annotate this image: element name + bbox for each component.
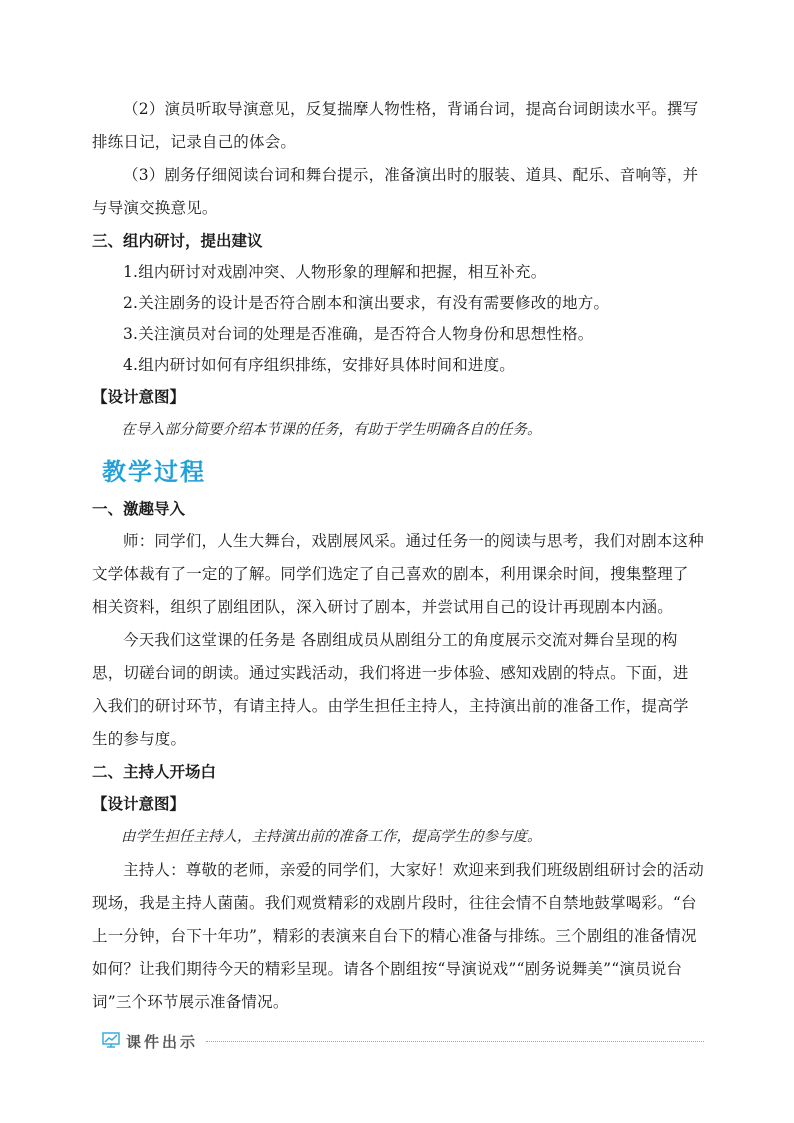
list-item: 2.关注剧务的设计是否符合剧本和演出要求，有没有需要修改的地方。	[123, 294, 610, 312]
design-intent-text: 在导入部分简要介绍本节课的任务，有助于学生明确各自的任务。	[121, 422, 542, 438]
paragraph-intro: 师：同学们，人生大舞台，戏剧展风采。通过任务一的阅读与思考，我们对剧本这种文学体裁有了一定的了解。同学们选定了自己喜欢的剧本，利用课余时间，搜集整理了相关资料，组织了剧组团队，深入研讨了剧本，并尝试用自己的设计再现剧本内涵。	[92, 532, 704, 616]
design-intent-heading: 【设计意图】	[92, 388, 186, 406]
paragraph-actor: （2）演员听取导演意见，反复揣摩人物性格，背诵台词，提高台词朗读水平。撰写排练日记，记录自己的体会。	[92, 100, 699, 151]
design-intent-text: 由学生担任主持人，主持演出前的准备工作，提高学生的参与度。	[121, 829, 542, 845]
paragraph-host: 主持人：尊敬的老师，亲爱的同学们，大家好！欢迎来到我们班级剧组研讨会的活动现场，我是主持人菌菌。我们观赏精彩的戏剧片段时，往往会情不自禁地鼓掌喝彩。“台上一分钟，台下十年功”，精彩的表演来自台下的精心准备与排练。三个剧组的准备情况如何？让我们期待今天的精彩呈现。请各个剧组按“导演说戏”“剧务说舞美”“演员说台词”三个环节展示准备情况。	[92, 861, 704, 1011]
courseware-label: 课件出示	[126, 1033, 199, 1051]
paragraph-crew: （3）剧务仔细阅读台词和舞台提示，准备演出时的服装、道具、配乐、音响等，并与导演交换意见。	[92, 166, 699, 217]
design-intent-heading: 【设计意图】	[92, 795, 186, 813]
list-item: 4.组内研讨如何有序组织排练，安排好具体时间和进度。	[123, 356, 515, 374]
list-item: 1.组内研讨对戏剧冲突、人物形象的理解和把握，相互补充。	[123, 263, 547, 281]
section-1-heading: 一、激趣导入	[92, 500, 186, 518]
chart-icon	[102, 1032, 120, 1052]
courseware-banner	[102, 1031, 704, 1052]
paragraph-task: 今天我们这堂课的任务是 各剧组成员从剧组分工的角度展示交流对舞台呈现的构思，切磋台词的朗读。通过实践活动，我们将进一步体验、感知戏剧的特点。下面，进入我们的研讨环节，有请主持人。由学生担任主持人，主持演出前的准备工作，提高学生的参与度。	[92, 631, 689, 748]
list-item: 3.关注演员对台词的处理是否准确，是否符合人物身份和思想性格。	[123, 325, 594, 343]
dotted-divider	[206, 1041, 704, 1042]
section-2-heading: 二、主持人开场白	[92, 763, 217, 781]
page-title: 教学过程	[102, 458, 206, 486]
section-3-heading: 三、组内研讨，提出建议	[92, 232, 263, 250]
